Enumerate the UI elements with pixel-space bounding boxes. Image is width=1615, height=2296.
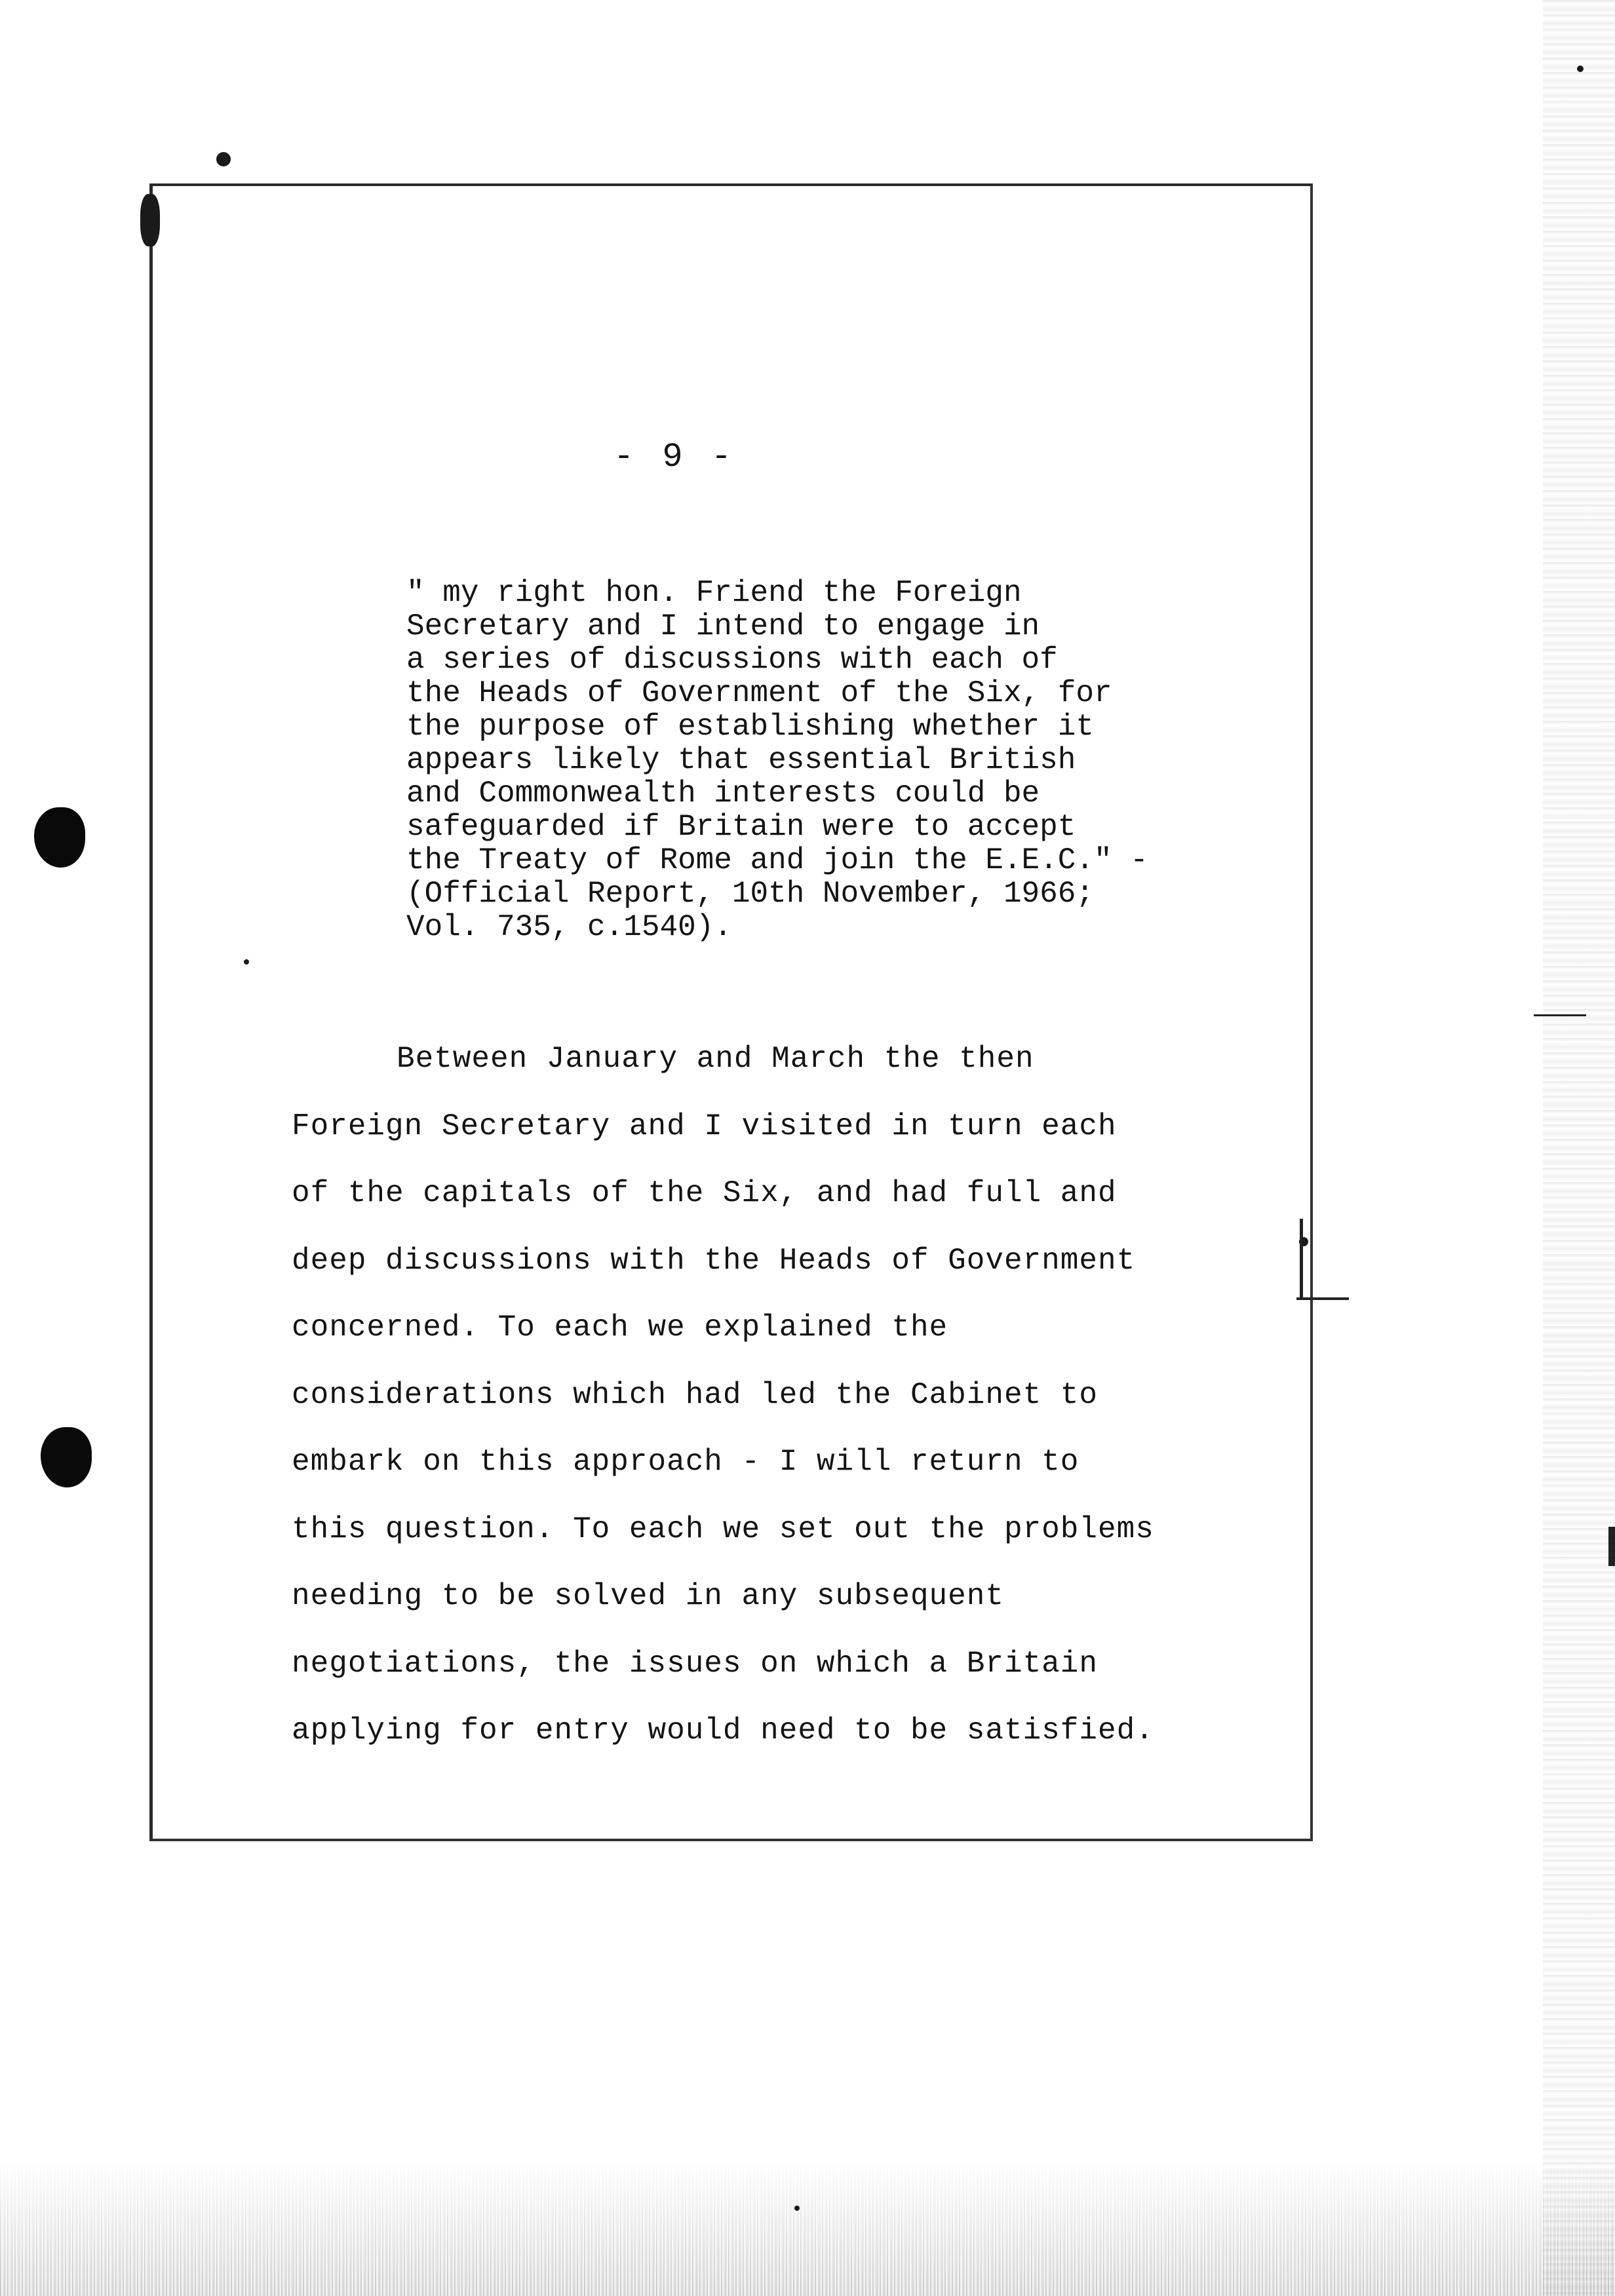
quote-line: Vol. 735, c.1540). (406, 910, 732, 944)
body-line: embark on this approach - I will return to (292, 1445, 1080, 1479)
quote-line: the purpose of establishing whether it (406, 710, 1094, 744)
quote-line: the Heads of Government of the Six, for (406, 676, 1112, 710)
quote-line: appears likely that essential British (406, 743, 1076, 777)
punch-hole-mark (41, 1427, 92, 1487)
body-line: considerations which had led the Cabinet to (292, 1377, 1098, 1412)
quoted-passage (406, 577, 1298, 944)
body-line: of the capitals of the Six, and had full and (292, 1176, 1117, 1210)
margin-mark (1300, 1219, 1303, 1297)
quote-line: the Treaty of Rome and join the E.E.C." - (406, 843, 1148, 877)
body-line: concerned. To each we explained the (292, 1311, 948, 1345)
scan-speck (140, 194, 160, 246)
body-line: Foreign Secretary and I visited in turn each (292, 1109, 1117, 1143)
page-number: - 9 - (613, 438, 736, 476)
body-line: Between January and March the then (397, 1042, 1034, 1076)
body-line: applying for entry would need to be satisfied. (292, 1713, 1154, 1748)
body-line: deep discussions with the Heads of Government (292, 1243, 1136, 1278)
quote-line: (Official Report, 10th November, 1966; (406, 877, 1094, 911)
quote-line: and Commonwealth interests could be (406, 776, 1040, 811)
scan-bottom-noise (0, 2158, 1615, 2296)
quote-line: a series of discussions with each of (406, 643, 1058, 677)
body-line: needing to be solved in any subsequent (292, 1579, 1004, 1613)
body-line: negotiations, the issues on which a Britain (292, 1646, 1098, 1681)
scan-edge-noise (1543, 0, 1615, 2296)
body-paragraph (292, 1025, 1301, 1765)
quote-line: Secretary and I intend to engage in (406, 609, 1040, 643)
quote-line: safeguarded if Britain were to accept (406, 810, 1076, 844)
scan-speck (244, 959, 249, 965)
body-line: this question. To each we set out the problems (292, 1512, 1154, 1546)
punch-hole-mark (34, 807, 85, 868)
scan-speck (216, 152, 231, 166)
quote-line: " my right hon. Friend the Foreign (406, 576, 1022, 610)
margin-mark (1296, 1297, 1349, 1300)
